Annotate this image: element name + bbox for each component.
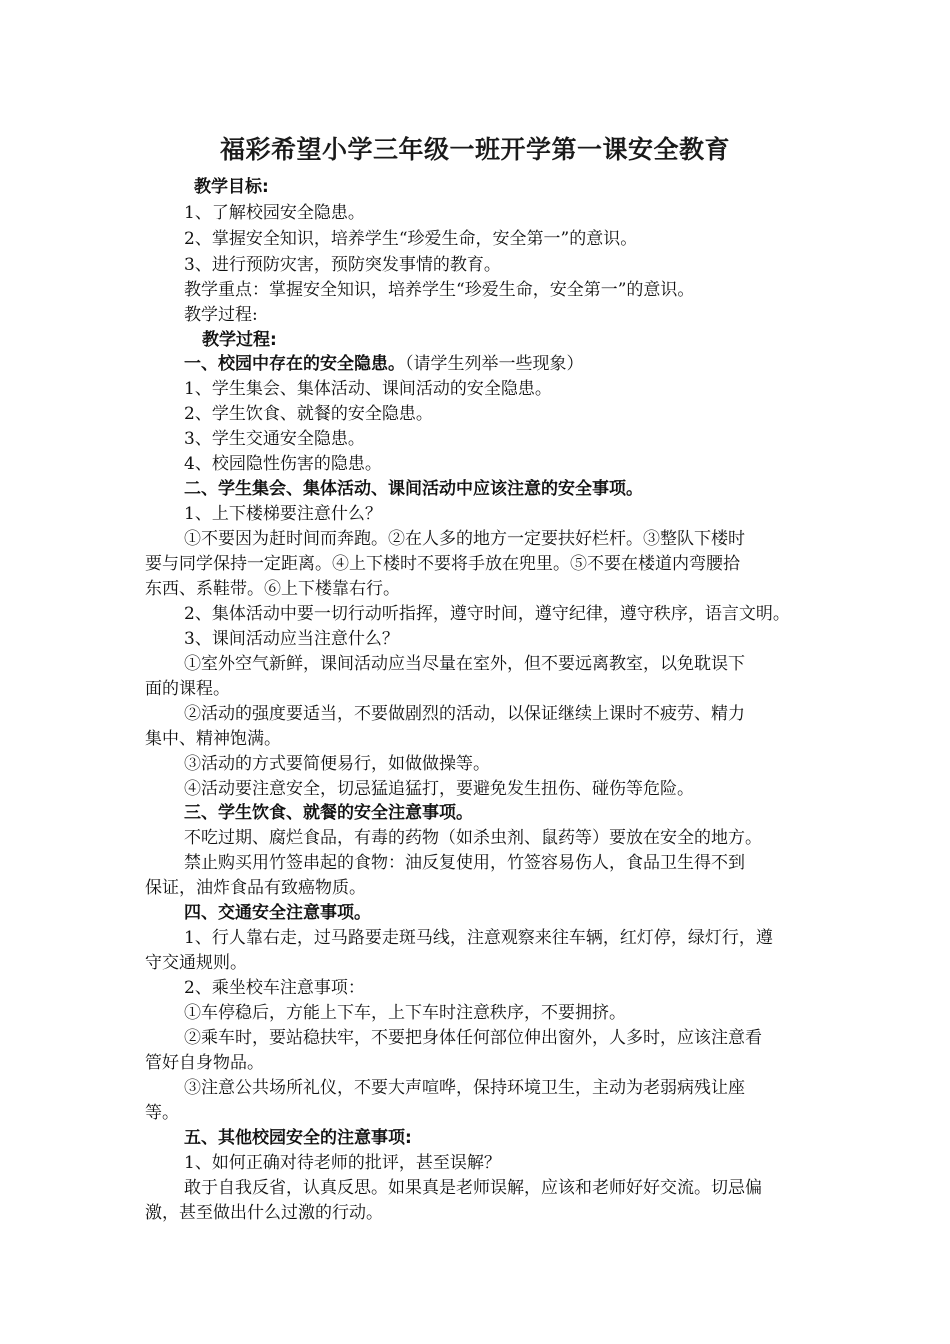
paragraph-line: 东西、系鞋带。⑥上下楼靠右行。 bbox=[145, 579, 400, 599]
section-3-heading: 三、学生饮食、就餐的安全注意事项。 bbox=[184, 803, 473, 823]
key-point-line: 教学重点：掌握安全知识，培养学生“珍爱生命，安全第一”的意识。 bbox=[184, 280, 695, 300]
paragraph-line: ②乘车时，要站稳扶牢，不要把身体任何部位伸出窗外，人多时，应该注意看 bbox=[184, 1028, 762, 1048]
paragraph-line: ③活动的方式要简便易行，如做做操等。 bbox=[184, 754, 490, 774]
paragraph-line: ①车停稳后，方能上下车，上下车时注意秩序，不要拥挤。 bbox=[184, 1003, 626, 1023]
paragraph-line: 敢于自我反省，认真反思。如果真是老师误解，应该和老师好好交流。切忌偏 bbox=[184, 1178, 762, 1198]
objectives-heading: 教学目标: bbox=[194, 177, 269, 197]
section-5-heading: 五、其他校园安全的注意事项: bbox=[184, 1128, 412, 1148]
process-label: 教学过程: bbox=[184, 305, 258, 325]
document-title: 福彩希望小学三年级一班开学第一课安全教育 bbox=[219, 135, 730, 164]
list-item: 2、学生饮食、就餐的安全隐患。 bbox=[184, 404, 433, 424]
paragraph-line: 管好自身物品。 bbox=[145, 1053, 264, 1073]
paragraph-line: 2、集体活动中要一切行动听指挥，遵守时间，遵守纪律，遵守秩序，语言文明。 bbox=[184, 604, 790, 624]
paragraph-line: 禁止购买用竹签串起的食物：油反复使用，竹签容易伤人，食品卫生得不到 bbox=[184, 853, 745, 873]
objective-item: 1、了解校园安全隐患。 bbox=[184, 203, 365, 223]
paragraph-line: 等。 bbox=[145, 1103, 179, 1123]
objective-item: 3、进行预防灾害，预防突发事情的教育。 bbox=[184, 255, 501, 275]
paragraph-line: 不吃过期、腐烂食品，有毒的药物（如杀虫剂、鼠药等）要放在安全的地方。 bbox=[184, 828, 762, 848]
paragraph-line: 要与同学保持一定距离。④上下楼时不要将手放在兜里。⑤不要在楼道内弯腰拾 bbox=[145, 554, 740, 574]
section-1-heading: 一、校园中存在的安全隐患。 bbox=[184, 354, 405, 374]
paragraph-line: ③注意公共场所礼仪，不要大声喧哗，保持环境卫生，主动为老弱病残让座 bbox=[184, 1078, 745, 1098]
list-item: 3、学生交通安全隐患。 bbox=[184, 429, 365, 449]
objective-item: 2、掌握安全知识，培养学生“珍爱生命，安全第一”的意识。 bbox=[184, 229, 638, 249]
section-heading-line bbox=[184, 353, 584, 375]
paragraph-line: ②活动的强度要适当，不要做剧烈的活动，以保证继续上课时不疲劳、精力 bbox=[184, 704, 745, 724]
paragraph-line: 激，甚至做出什么过激的行动。 bbox=[145, 1203, 383, 1223]
process-heading: 教学过程: bbox=[202, 330, 277, 350]
section-4-heading: 四、交通安全注意事项。 bbox=[184, 903, 371, 923]
section-2-heading: 二、学生集会、集体活动、课间活动中应该注意的安全事项。 bbox=[184, 479, 643, 499]
paragraph-line: 守交通规则。 bbox=[145, 953, 247, 973]
list-item: 4、校园隐性伤害的隐患。 bbox=[184, 454, 382, 474]
paragraph-line: ①室外空气新鲜，课间活动应当尽量在室外，但不要远离教室，以免耽误下 bbox=[184, 654, 745, 674]
section-1-note: （请学生列举一些现象） bbox=[405, 354, 584, 374]
paragraph-line: 1、行人靠右走，过马路要走斑马线，注意观察来往车辆，红灯停，绿灯行，遵 bbox=[184, 928, 773, 948]
paragraph-line: ①不要因为赶时间而奔跑。②在人多的地方一定要扶好栏杆。③整队下楼时 bbox=[184, 529, 745, 549]
paragraph-line: 1、如何正确对待老师的批评，甚至误解？ bbox=[184, 1153, 501, 1173]
paragraph-line: 保证，油炸食品有致癌物质。 bbox=[145, 878, 366, 898]
paragraph-line: 1、上下楼梯要注意什么？ bbox=[184, 504, 382, 524]
paragraph-line: 2、乘坐校车注意事项： bbox=[184, 978, 365, 998]
paragraph-line: 集中、精神饱满。 bbox=[145, 729, 281, 749]
paragraph-line: ④活动要注意安全，切忌猛追猛打，要避免发生扭伤、碰伤等危险。 bbox=[184, 779, 694, 799]
list-item: 1、学生集会、集体活动、课间活动的安全隐患。 bbox=[184, 379, 552, 399]
paragraph-line: 3、课间活动应当注意什么？ bbox=[184, 629, 399, 649]
paragraph-line: 面的课程。 bbox=[145, 679, 230, 699]
